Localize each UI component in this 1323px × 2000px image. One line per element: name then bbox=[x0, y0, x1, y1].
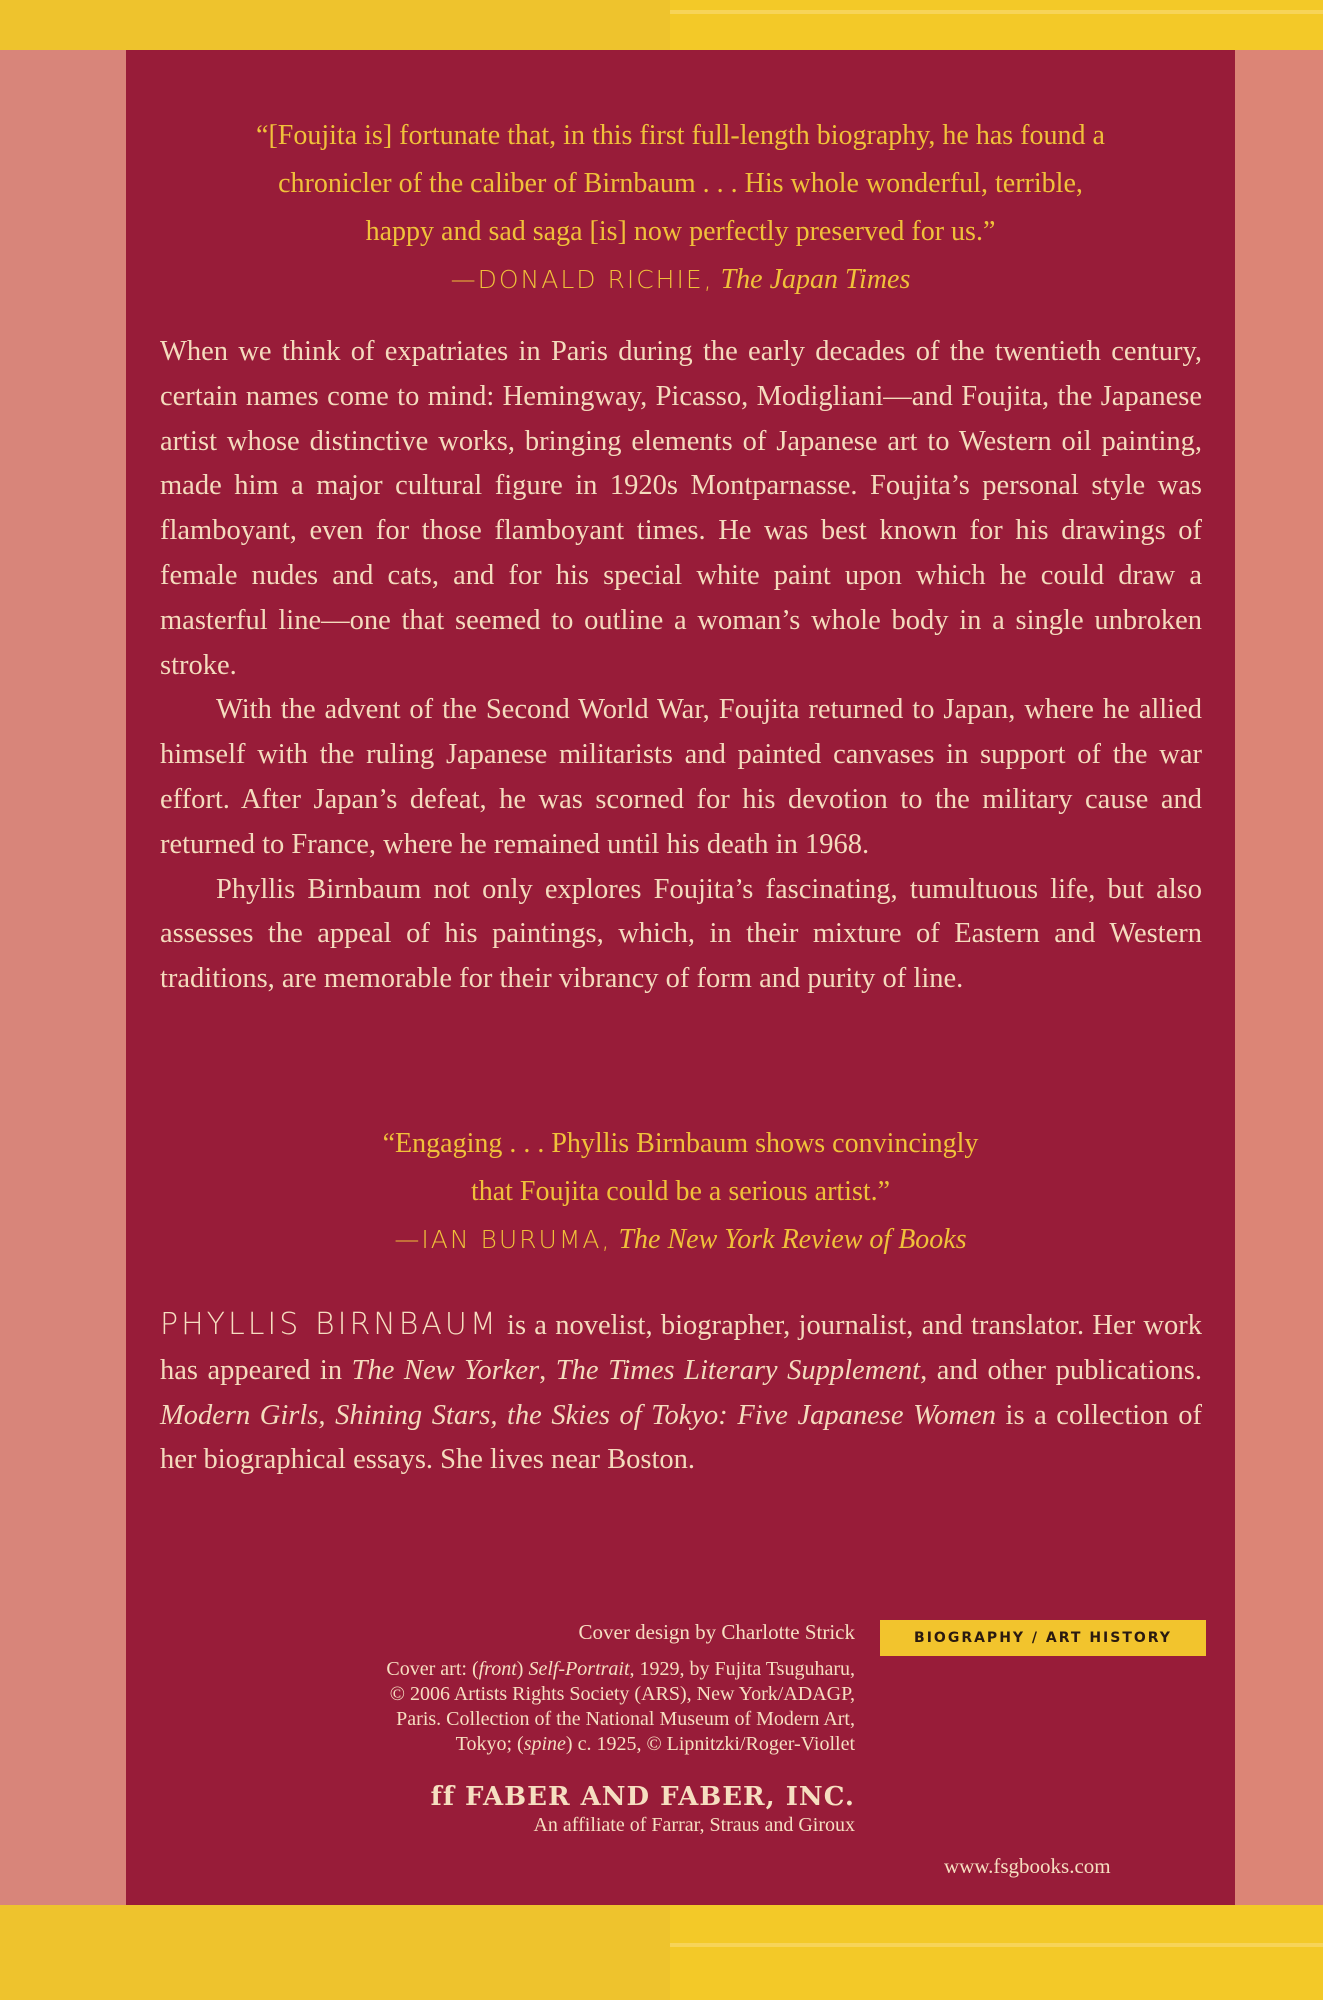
cover-design-credit bbox=[579, 1620, 855, 1645]
publication-title: The Times Literary Supplement bbox=[555, 1354, 921, 1386]
publisher-logo: ff FABER AND FABER, INC. bbox=[430, 1782, 855, 1812]
bottom-color-band bbox=[0, 1905, 1323, 2000]
review-quote-buruma bbox=[126, 1120, 1235, 1264]
quote-line: “Engaging . . . Phyllis Birnbaum shows convincingly bbox=[382, 1128, 979, 1159]
quote-line: chronicler of the caliber of Birnbaum . . . His whole wonderful, terrible, bbox=[278, 168, 1083, 199]
review-quote-richie bbox=[126, 112, 1235, 304]
attribution-publication: The Japan Times bbox=[720, 264, 911, 295]
publisher-imprint bbox=[431, 1782, 855, 1837]
description-paragraph: With the advent of the Second World War, Foujita returned to Japan, where he allied himself with the ruling Japanese militarists and painted canvases in support of the war effort. After Japan’s defeat, he was scorned for his devotion to the military cause and returned to France, where he remained until his death in 1968. bbox=[160, 694, 1202, 860]
quote-attribution bbox=[126, 1216, 1235, 1264]
book-title: Modern Girls, Shining Stars, the Skies of Tokyo: Five Japanese Women bbox=[160, 1399, 996, 1431]
attribution-publication: The New York Review of Books bbox=[618, 1224, 967, 1255]
credit-line: © 2006 Artists Rights Society (ARS), New York/ADAGP, bbox=[389, 1683, 855, 1705]
bio-text: , bbox=[539, 1354, 556, 1386]
quote-attribution bbox=[126, 256, 1235, 304]
right-margin bbox=[1235, 50, 1323, 1905]
attribution-name: —IAN BURUMA, bbox=[394, 1225, 612, 1254]
description-paragraph: Phyllis Birnbaum not only explores Foujita’s fascinating, tumultuous life, but also assesses the appeal of his paintings, which, in their mixture of Eastern and Western traditions, are memorable for their vibrancy of form and purity of line. bbox=[160, 873, 1202, 995]
author-bio bbox=[160, 1303, 1202, 1483]
description bbox=[160, 330, 1202, 1002]
top-color-band bbox=[0, 0, 1323, 50]
credit-line: Paris. Collection of the National Museum of Modern Art, bbox=[396, 1708, 855, 1730]
cover-art-credit bbox=[386, 1657, 855, 1757]
back-cover-panel bbox=[126, 50, 1235, 1905]
design-credit: Cover design by Charlotte Strick bbox=[578, 1620, 855, 1644]
author-name: PHYLLIS BIRNBAUM bbox=[160, 1307, 499, 1342]
quote-line: that Foujita could be a serious artist.” bbox=[470, 1176, 891, 1207]
attribution-name: —DONALD RICHIE, bbox=[450, 265, 714, 294]
bio-text: is a novelist, biographer, journalist, and translator. Her work has appeared in bbox=[160, 1310, 1202, 1386]
credit-line: Tokyo; (spine) c. 1925, © Lipnitzki/Roger-Viollet bbox=[455, 1733, 855, 1755]
left-margin bbox=[0, 50, 126, 1905]
website-url: www.fsgbooks.com bbox=[944, 1854, 1111, 1878]
credit-line: Cover art: (front) Self-Portrait, 1929, by Fujita Tsuguharu, bbox=[386, 1658, 855, 1680]
bio-text: , and other publications. bbox=[920, 1354, 1203, 1386]
description-paragraph: When we think of expatriates in Paris during the early decades of the twentieth century, certain names come to mind: Hemingway, Picasso, Modigliani—and Foujita, the Japanese artist whose distinctive works, bringing elements of Japanese art to Western oil painting, made him a major cultural figure in 1920s Montparnasse. Foujita’s personal style was flamboyant, even for those flamboyant times. He was best known for his drawings of female nudes and cats, and for his special white paint upon which he could draw a masterful line—one that seemed to outline a woman’s whole body in a single unbroken stroke. bbox=[160, 336, 1202, 681]
publisher-affiliate: An affiliate of Farrar, Straus and Giroux bbox=[533, 1814, 855, 1836]
category-label: BIOGRAPHY / ART HISTORY bbox=[880, 1620, 1206, 1656]
publication-title: The New Yorker bbox=[351, 1354, 540, 1386]
bio-text: is a collection of her biographical essays. She lives near Boston. bbox=[160, 1399, 1202, 1476]
quote-line: “[Foujita is] fortunate that, in this first full-length biography, he has found a bbox=[256, 120, 1105, 151]
quote-line: happy and sad saga [is] now perfectly preserved for us.” bbox=[365, 216, 996, 247]
